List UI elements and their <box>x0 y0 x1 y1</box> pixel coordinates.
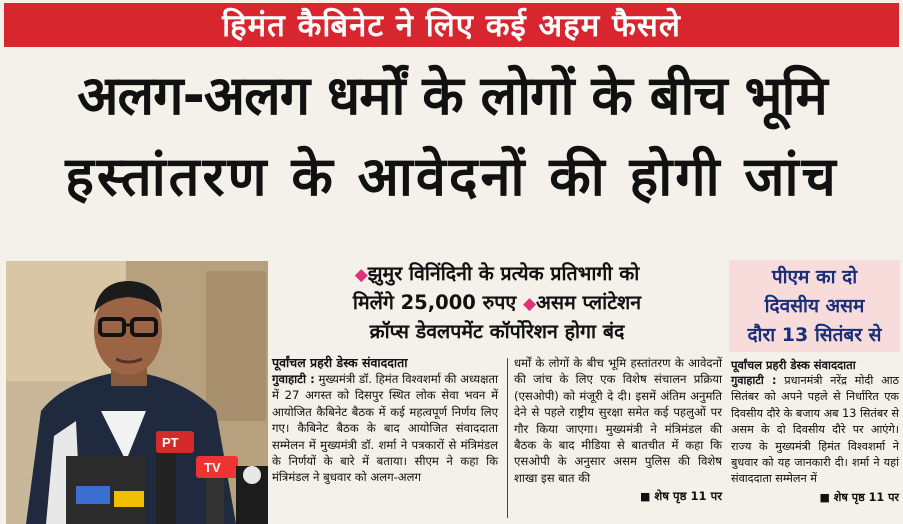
kicker-banner <box>4 3 899 47</box>
side-continued-text: शेष पृष्ठ 11 पर <box>833 490 899 504</box>
subhead-line-1: झुमुर विनिंदिनी के प्रत्येक प्रतिभागी को <box>367 262 640 285</box>
main-headline <box>6 56 898 218</box>
side-continued <box>731 490 899 506</box>
news-photo <box>6 261 268 524</box>
side-headline-line-3: दौरा 13 सितंबर से <box>747 323 882 346</box>
main-continued-text: शेष पृष्ठ 11 पर <box>654 489 722 504</box>
subhead-line-2a: मिलेंगे 25,000 रुपए <box>352 291 517 314</box>
mic-label-1: PT <box>162 435 179 450</box>
side-headline-box <box>729 260 900 352</box>
subhead-line-3: क्रॉप्स डेवलपमेंट कॉर्पोरेशन होगा बंद <box>369 320 625 343</box>
press-conference-photo <box>6 261 268 524</box>
side-dateline: गुवाहाटी : <box>731 374 777 387</box>
side-text: प्रधानमंत्री नरेंद्र मोदी आठ सितंबर को अपने पहले से निर्धारित एक दिवसीय दौरे के बजाय अब 13 सितंबर से असम के दो दिवसीय दौरे पर आएंगे। राज्य के मुख्यमंत्री हिमंत विश्वशर्मा ने बुधवार को यह जानकारी दी। शर्मा ने यहां संवाददाता सम्मेलन में <box>731 374 900 486</box>
bullet-diamond-icon: ◆ <box>354 265 368 285</box>
bullet-diamond-icon-2: ◆ <box>522 294 537 314</box>
continued-square-icon: ■ <box>639 490 651 504</box>
mic-label-2: TV <box>204 460 221 475</box>
main-continued <box>514 488 722 505</box>
main-story-column-2 <box>514 355 722 506</box>
main-byline: पूर्वांचल प्रहरी डेस्क संवाददाता <box>272 355 408 370</box>
main-col1-text: मुख्यमंत्री डॉ. हिमंत विश्वशर्मा की अध्यक्षता में 27 अगस्त को दिसपुर स्थित लोक सेवा भवन में आयोजित कैबिनेट बैठक में कई महत्वपूर्ण निर्णय लिए गए। कैबिनेट बैठक के बाद आयोजित संवाददाता सम्मेलन में मुख्यमंत्री डॉ. शर्मा ने पत्रकारों से मंत्रिमंडल के निर्णयों के बारे में बताया। सीएम ने कहा कि मंत्रिमंडल ने बुधवार को अलग-अलग <box>272 372 498 485</box>
main-col2-text: धर्मों के लोगों के बीच भूमि हस्तांतरण के आवेदनों की जांच के लिए एक विशेष संचालन प्रक्रिया (एसओपी) को मंजूरी दे दी। इसमें अंतिम अनुमति देने से पहले राष्ट्रीय सुरक्षा समेत कई पहलुओं पर गौर किया जाएगा। मुख्यमंत्री ने मंत्रिमंडल की बैठक के बाद मीडिया से बातचीत में कहा कि एसओपी के अनुसार असम पुलिस की विशेष शाखा इस बात की <box>514 356 722 485</box>
kicker-text: हिमंत कैबिनेट ने लिए कई अहम फैसले <box>222 8 681 44</box>
side-headline-line-2: दिवसीय असम <box>764 294 865 317</box>
side-byline: पूर्वांचल प्रहरी डेस्क संवाददाता <box>731 358 856 372</box>
side-story <box>731 357 899 506</box>
subhead-line-2b: असम प्लांटेशन <box>536 291 642 314</box>
subheads <box>272 260 722 346</box>
column-divider <box>507 358 508 518</box>
main-story-column-1 <box>272 355 498 486</box>
headline-line-1: अलग-अलग धर्मों के लोगों के बीच भूमि <box>77 64 827 127</box>
headline-line-2: हस्तांतरण के आवेदनों की होगी जांच <box>65 145 839 208</box>
side-headline-line-1: पीएम का दो <box>771 265 858 288</box>
main-dateline: गुवाहाटी : <box>272 372 315 386</box>
continued-square-icon-2: ■ <box>819 490 830 504</box>
